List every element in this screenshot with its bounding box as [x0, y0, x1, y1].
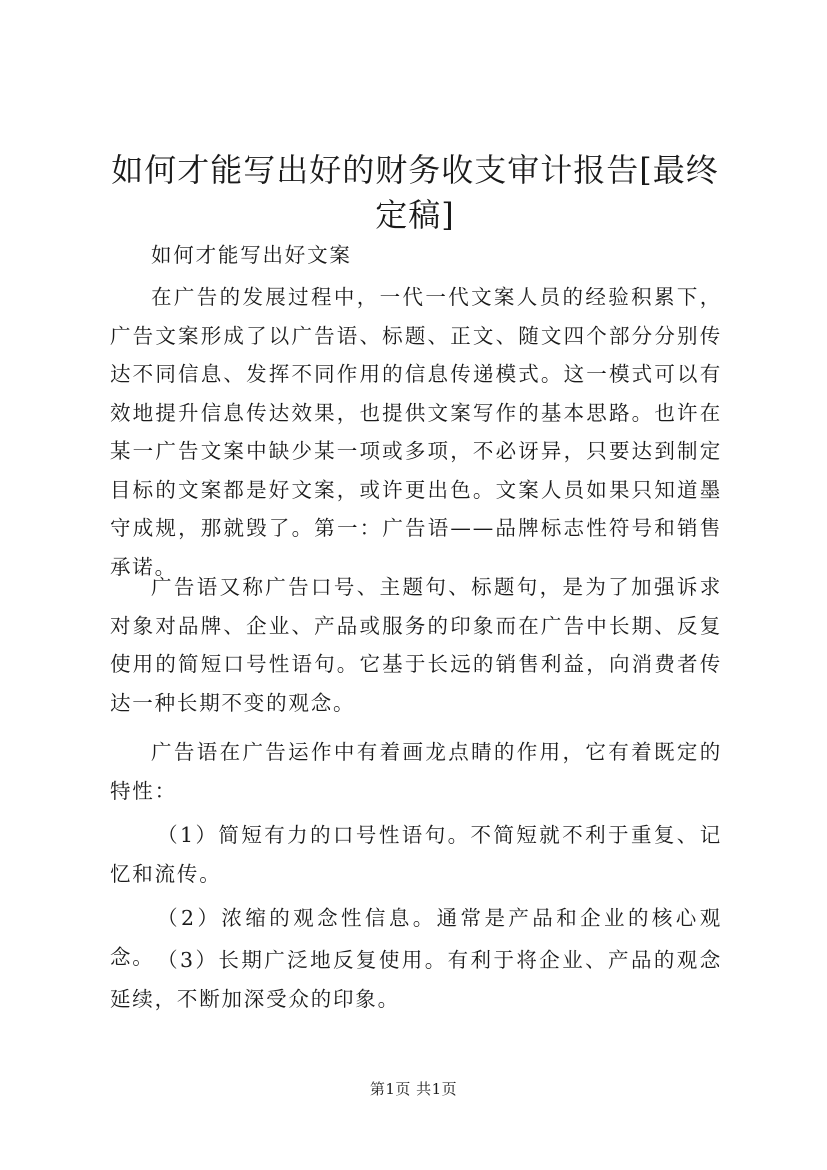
- paragraph-intro: 在广告的发展过程中，一代一代文案人员的经验积累下，广告文案形成了以广告语、标题、正文、随文四个部分分别传达不同信息、发挥不同作用的信息传递模式。这一模式可以有效地提升信息传达效果，也提供文案写作的基本思路。也许在某一广告文案中缺少某一项或多项，不必讶异，只要达到制定目标的文案都是好文案，或许更出色。文案人员如果只知道墨守成规，那就毁了。第一：广告语——品牌标志性符号和销售承诺。: [110, 285, 722, 579]
- document-title: 如何才能写出好的财务收支审计报告[最终定稿]: [111, 151, 719, 234]
- list-item-feature-3: （3）长期广泛地反复使用。有利于将企业、产品的观念延续，不断加深受众的印象。: [110, 948, 722, 1011]
- list-item-feature-1: （1）简短有力的口号性语句。不简短就不利于重复、记忆和流传。: [110, 823, 722, 886]
- paragraph-slogan-definition: 广告语又称广告口号、主题句、标题句，是为了加强诉求对象对品牌、企业、产品或服务的印象而在广告中长期、反复使用的简短口号性语句。它基于长远的销售利益，向消费者传达一种长期不变的观念。: [110, 575, 722, 715]
- document-subtitle: 如何才能写出好文案: [151, 243, 352, 267]
- paragraph-slogan-features: 广告语在广告运作中有着画龙点睛的作用，它有着既定的特性：: [110, 740, 722, 803]
- list-item-feature-2: （2）浓缩的观念性信息。通常是产品和企业的核心观念。: [110, 906, 722, 969]
- page-footer: 第1页 共1页: [369, 1080, 458, 1098]
